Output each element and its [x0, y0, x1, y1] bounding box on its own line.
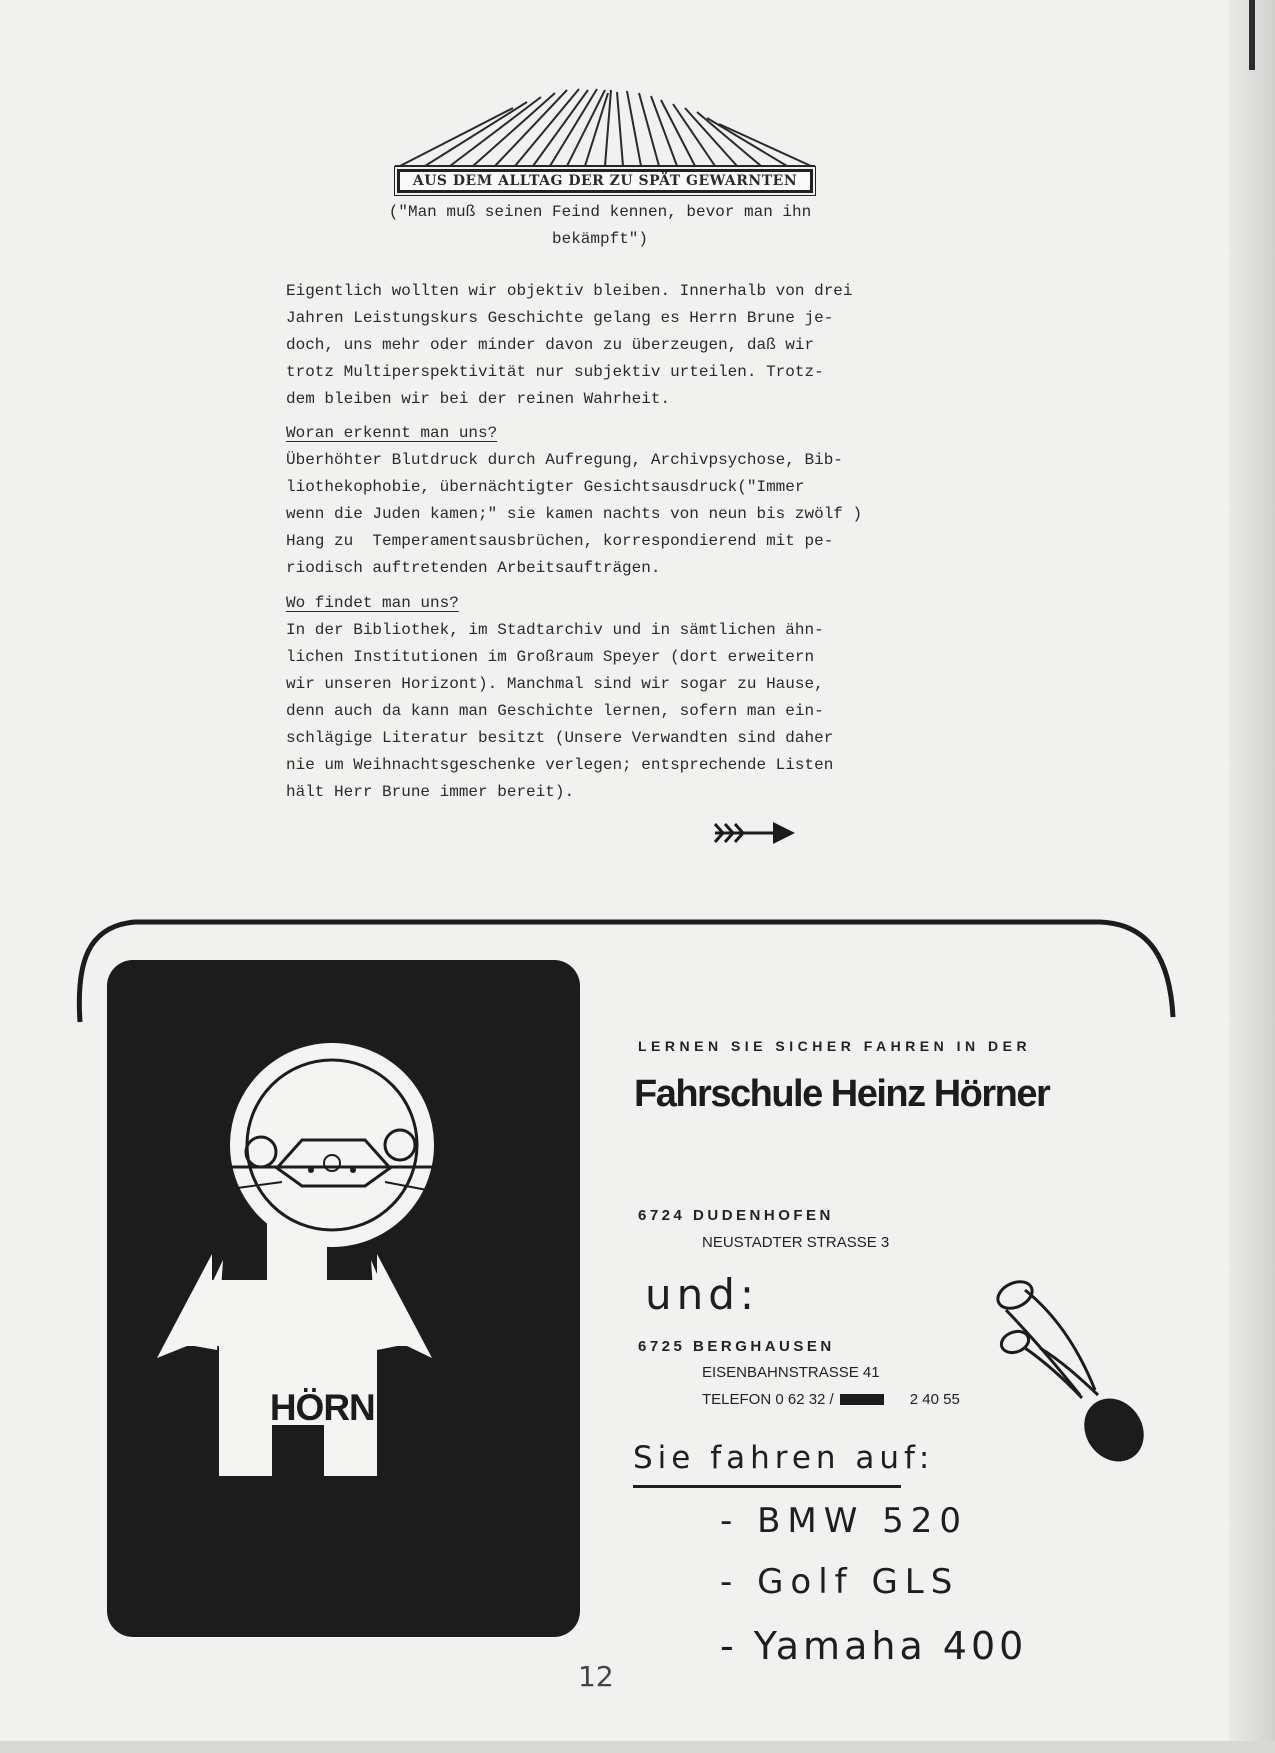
- phone-label: TELEFON 0 62 32 /: [702, 1391, 834, 1408]
- section-heading: Wo findet man uns?: [286, 594, 459, 612]
- text-line: In der Bibliothek, im Stadtarchiv und in sämtlichen ähn-: [286, 621, 824, 639]
- text-line: Eigentlich wollten wir objektiv bleiben. Innerhalb von drei: [286, 282, 853, 300]
- phone-redaction: [840, 1394, 884, 1405]
- text-line: liothekophobie, übernächtigter Gesichtsausdruck("Immer: [286, 478, 805, 496]
- text-line: dem bleiben wir bei der reinen Wahrheit.: [286, 390, 671, 408]
- text-line: Jahren Leistungskurs Geschichte gelang es Herrn Brune je-: [286, 309, 834, 327]
- ad-tagline: LERNEN SIE SICHER FAHREN IN DER: [638, 1038, 1032, 1054]
- phone-number: 2 40 55: [909, 1391, 960, 1408]
- text-line: Überhöhter Blutdruck durch Aufregung, Archivpsychose, Bib-: [286, 451, 843, 469]
- address-city: 6725 BERGHAUSEN: [638, 1338, 835, 1355]
- section-heading: Woran erkennt man uns?: [286, 424, 498, 442]
- text-line: wir unseren Horizont). Manchmal sind wir sogar zu Hause,: [286, 675, 824, 693]
- address-street: NEUSTADTER STRASSE 3: [702, 1234, 890, 1251]
- vehicle-item: - BMW 520: [720, 1501, 969, 1541]
- vehicles-heading: Sie fahren auf:: [633, 1440, 935, 1476]
- page-bottom-edge: [0, 1741, 1275, 1753]
- page-number: 12: [578, 1660, 614, 1693]
- phone-row: [702, 1391, 960, 1408]
- gear-stick-icon: [980, 1270, 1160, 1470]
- text-line: doch, uns mehr oder minder davon zu überzeugen, daß wir: [286, 336, 815, 354]
- vehicle-item: - Yamaha 400: [720, 1624, 1028, 1668]
- hoerner-logo-icon: [107, 960, 580, 1637]
- text-line: nie um Weihnachtsgeschenke verlegen; entsprechende Listen: [286, 756, 834, 774]
- text-line: lichen Institutionen im Großraum Speyer (dort erweitern: [286, 648, 815, 666]
- article-subtitle: ("Man muß seinen Feind kennen, bevor man ihn bekämpft"): [388, 203, 812, 248]
- logo-wordmark: HÖRNER: [269, 1387, 425, 1428]
- vehicle-item: - Golf GLS: [720, 1562, 960, 1602]
- text-line: denn auch da kann man Geschichte lernen, sofern man ein-: [286, 702, 824, 720]
- logo-panel: [107, 960, 580, 1637]
- article-title: AUS DEM ALLTAG DER ZU SPÄT GEWARNTEN: [397, 169, 813, 193]
- text-line: trotz Multiperspektivität nur subjektiv urteilen. Trotz-: [286, 363, 824, 381]
- connector-text: und:: [645, 1270, 760, 1319]
- text-line: Hang zu Temperamentsausbrüchen, korrespondierend mit pe-: [286, 532, 834, 550]
- ad-business-name: Fahrschule Heinz Hörner: [634, 1073, 1050, 1115]
- text-line: wenn die Juden kamen;" sie kamen nachts von neun bis zwölf ): [286, 505, 863, 523]
- address-city: 6724 DUDENHOFEN: [638, 1207, 834, 1224]
- text-line: riodisch auftretenden Arbeitsaufträgen.: [286, 559, 661, 577]
- text-line: schlägige Literatur besitzt (Unsere Verwandten sind daher: [286, 729, 834, 747]
- vehicles-heading-underline: [633, 1485, 901, 1488]
- text-line: hält Herr Brune immer bereit).: [286, 783, 575, 801]
- address-street: EISENBAHNSTRASSE 41: [702, 1364, 880, 1381]
